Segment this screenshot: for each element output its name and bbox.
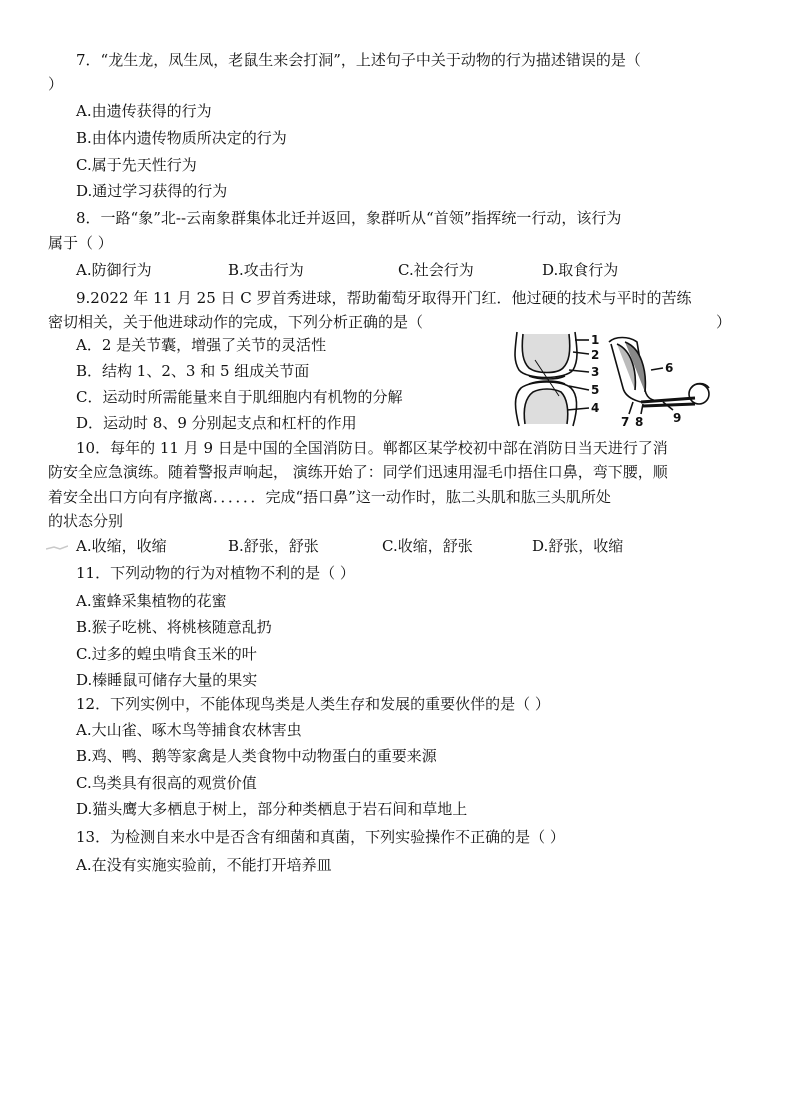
q10-option-a: A.收缩，收缩	[76, 537, 167, 555]
q10-stem: 10．每年的 11 月 9 日是中国的全国消防日。郸都区某学校初中部在消防日当天进行了消	[76, 439, 668, 457]
q13-stem: 13．为检测自来水中是否含有细菌和真菌，下列实验操作不正确的是（ ）	[76, 828, 565, 846]
figure-label-4: 4	[591, 401, 600, 415]
q13-option-a: A.在没有实施实验前，不能打开培养皿	[76, 856, 332, 874]
figure-label-3: 3	[591, 365, 600, 379]
scan-artifact	[46, 538, 68, 548]
q8-option-c: C.社会行为	[398, 261, 474, 279]
figure-label-2: 2	[591, 348, 600, 362]
q10-stem-cont-1: 防安全应急演练。随着警报声响起， 演练开始了：同学们迅速用湿毛巾捂住口鼻，弯下腰，顺	[48, 463, 668, 481]
joint-arm-figure	[505, 330, 715, 430]
q10-option-d: D.舒张，收缩	[532, 537, 624, 555]
q9-stem-bracket: ）	[716, 313, 732, 331]
q7-stem-cont: ）	[48, 75, 64, 93]
q8-option-b: B.攻击行为	[228, 261, 304, 279]
q11-option-a: A.蜜蜂采集植物的花蜜	[76, 592, 227, 610]
q10-option-b: B.舒张，舒张	[228, 537, 319, 555]
figure-label-8: 8	[635, 415, 644, 429]
q7-option-b: B.由体内遗传物质所决定的行为	[76, 129, 287, 147]
figure-label-6: 6	[665, 361, 674, 375]
joint-diagram	[515, 332, 589, 426]
q12-stem: 12．下列实例中，不能体现鸟类是人类生存和发展的重要伙伴的是（ ）	[76, 695, 550, 713]
q10-stem-cont-3: 的状态分别	[48, 512, 124, 530]
q10-stem-cont-2: 着安全出口方向有序撤离．．．．．．完成“捂口鼻”这一动作时，肱二头肌和肱三头肌所处	[48, 488, 611, 506]
q11-option-c: C.过多的蝗虫啃食玉米的叶	[76, 645, 257, 663]
q8-stem: 8．一路“象”北--云南象群集体北迁并返回，象群听从“首领”指挥统一行动，该行为	[76, 209, 622, 227]
figure-label-7: 7	[621, 415, 630, 429]
q7-option-d: D.通过学习获得的行为	[76, 182, 228, 200]
q8-option-a: A.防御行为	[76, 261, 152, 279]
q9-option-a: A．2 是关节囊，增强了关节的灵活性	[76, 336, 327, 354]
q9-stem: 9.2022 年 11 月 25 日 C 罗首秀进球，帮助葡萄牙取得开门红．他过硬的技术与平时的苦练	[76, 289, 692, 307]
figure-label-9: 9	[673, 411, 682, 425]
q10-option-c: C.收缩，舒张	[382, 537, 473, 555]
q12-option-d: D.猫头鹰大多栖息于树上，部分种类栖息于岩石间和草地上	[76, 800, 468, 818]
figure-label-5: 5	[591, 383, 600, 397]
q9-option-b: B．结构 1、2、3 和 5 组成关节面	[76, 362, 310, 380]
q8-option-d: D.取食行为	[542, 261, 619, 279]
q7-option-a: A.由遗传获得的行为	[76, 102, 212, 120]
arm-diagram	[609, 338, 709, 415]
q11-option-d: D.榛睡鼠可储存大量的果实	[76, 671, 258, 689]
figure-label-1: 1	[591, 333, 600, 347]
q11-option-b: B.猴子吃桃、将桃核随意乱扔	[76, 618, 272, 636]
q7-stem: 7．“龙生龙，凤生凤，老鼠生来会打洞”，上述句子中关于动物的行为描述错误的是（	[76, 51, 641, 69]
q7-option-c: C.属于先天性行为	[76, 156, 197, 174]
q12-option-c: C.鸟类具有很高的观赏价值	[76, 774, 257, 792]
q11-stem: 11．下列动物的行为对植物不利的是（ ）	[76, 564, 355, 582]
q9-option-d: D．运动时 8、9 分别起支点和杠杆的作用	[76, 414, 357, 432]
q12-option-a: A.大山雀、啄木鸟等捕食农林害虫	[76, 721, 302, 739]
q12-option-b: B.鸡、鸭、鹅等家禽是人类食物中动物蛋白的重要来源	[76, 747, 437, 765]
q9-stem-cont: 密切相关，关于他进球动作的完成，下列分析正确的是（	[48, 313, 424, 331]
q9-option-c: C．运动时所需能量来自于肌细胞内有机物的分解	[76, 388, 403, 406]
q8-stem-cont: 属于（ ）	[48, 234, 113, 252]
